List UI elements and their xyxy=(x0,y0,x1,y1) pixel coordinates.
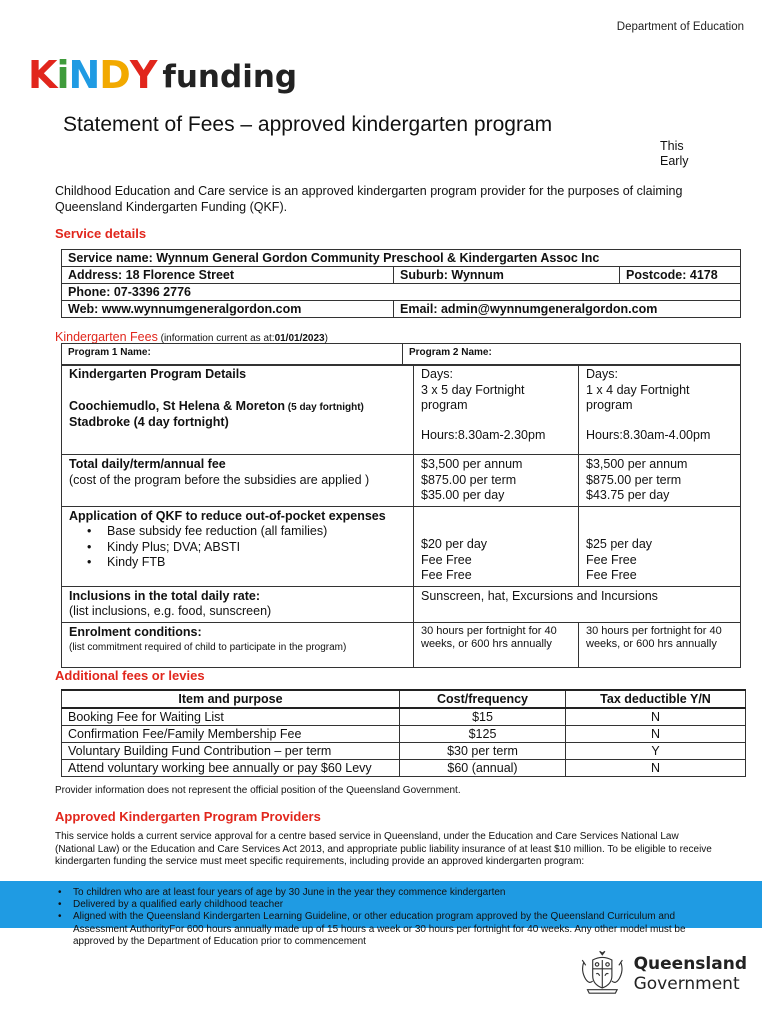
program-1-hours: Hours:8.30am-2.30pm xyxy=(421,427,546,442)
qkf-item: • Kindy FTB xyxy=(91,555,406,571)
fee-cost: $30 per term xyxy=(400,743,566,760)
total-fee-heading: Total daily/term/annual fee xyxy=(69,457,226,471)
qkf-item: • Base subsidy fee reduction (all families) xyxy=(91,524,406,540)
enrolment-sub: (list commitment required of child to participate in the program) xyxy=(69,642,347,653)
logo-letter-y: Y xyxy=(129,53,157,97)
approved-providers-list xyxy=(58,887,708,948)
locations-line-2: Stadbroke (4 day fortnight) xyxy=(69,415,229,429)
table-row xyxy=(62,708,746,726)
service-postcode: Postcode: 4178 xyxy=(620,267,741,284)
service-details-heading: Service details xyxy=(55,226,147,241)
program-1-qkf: $20 per day Fee Free Fee Free xyxy=(414,506,579,586)
logo-government: Government xyxy=(633,974,740,994)
kindergarten-fees-title: Kindergarten Fees xyxy=(55,330,158,344)
service-web: Web: www.wynnumgeneralgordon.com xyxy=(62,301,394,318)
intro-fragment: This Early xyxy=(660,139,689,168)
enrolment-cell xyxy=(62,622,414,667)
department-label: Department of Education xyxy=(616,21,744,33)
total-fee-sub: (cost of the program before the subsidies are applied ) xyxy=(69,472,370,487)
info-current-prefix: (information current as at: xyxy=(157,333,275,344)
kindy-funding-logo xyxy=(28,53,298,97)
table-row xyxy=(62,760,746,777)
service-details-table xyxy=(61,249,741,318)
service-email: Email: admin@wynnumgeneralgordon.com xyxy=(394,301,741,318)
fee-tax: N xyxy=(566,708,746,726)
inclusions-cell xyxy=(62,586,414,622)
logo-word-funding: funding xyxy=(162,59,298,95)
program-2-qkf: $25 per day Fee Free Fee Free xyxy=(579,506,741,586)
inclusions-sub: (list inclusions, e.g. food, sunscreen) xyxy=(69,604,272,618)
total-fee-cell xyxy=(62,455,414,507)
logo-letter-k: K xyxy=(28,53,57,97)
approved-providers-paragraph: This service holds a current service approval for a centre based service in Queensland, under the Education and Care Services National Law (National Law) or the Education and Care Services Act 2013, and appropriate public liability insurance of at least $10 million. To be eligible to receive kindergarten funding the service must meet specific requirements, including provide an approved kindergarten program: xyxy=(55,831,712,867)
service-address: Address: 18 Florence Street xyxy=(62,267,394,284)
program-2-enrolment: 30 hours per fortnight for 40 weeks, or 600 hrs annually xyxy=(579,622,741,667)
service-phone: Phone: 07-3396 2776 xyxy=(62,284,741,301)
program-1-enrolment: 30 hours per fortnight for 40 weeks, or 600 hrs annually xyxy=(414,622,579,667)
fee-tax: N xyxy=(566,760,746,777)
program-1-name-label: Program 1 Name: xyxy=(62,344,403,366)
logo-letter-i: i xyxy=(56,53,69,97)
fee-tax: N xyxy=(566,726,746,743)
fee-cost: $125 xyxy=(400,726,566,743)
intro-paragraph: Childhood Education and Care service is an approved kindergarten program provider for the purposes of claiming Queensland Kindergarten Funding (QKF). xyxy=(55,184,683,214)
additional-fees-heading: Additional fees or levies xyxy=(55,668,205,683)
qkf-list xyxy=(69,524,406,571)
fee-item: Attend voluntary working bee annually or pay $60 Levy xyxy=(62,760,400,777)
locations-1-text: Coochiemudlo, St Helena & Moreton xyxy=(69,398,285,413)
fees-col-tax: Tax deductible Y/N xyxy=(566,690,746,708)
fee-cost: $15 xyxy=(400,708,566,726)
queensland-government-wordmark xyxy=(634,954,747,994)
logo-letter-n: N xyxy=(68,53,100,97)
program-2-total-fee: $3,500 per annum $875.00 per term $43.75 per day xyxy=(579,455,741,507)
additional-fees-table xyxy=(61,689,746,777)
fees-col-cost: Cost/frequency xyxy=(400,690,566,708)
fees-header-row xyxy=(62,690,746,708)
queensland-government-logo xyxy=(577,946,747,1002)
qkf-heading: Application of QKF to reduce out-of-pocket expenses xyxy=(69,508,386,523)
program-2-details-cell xyxy=(579,365,741,455)
qkf-item: • Kindy Plus; DVA; ABSTI xyxy=(91,540,406,556)
program-2-name-label: Program 2 Name: xyxy=(403,344,741,366)
locations-line-1 xyxy=(69,399,406,416)
fee-item: Booking Fee for Waiting List xyxy=(62,708,400,726)
fee-tax: Y xyxy=(566,743,746,760)
program-2-days: Days: 1 x 4 day Fortnight program xyxy=(586,367,690,412)
list-item: • Aligned with the Queensland Kindergarten Learning Guideline, or other education program approved by the Queensland Curriculum and Assessment AuthorityFor 600 hours annually made up of 15 hours a week or 30 hours per fortnight for 40 weeks. Any other model must be approved by the Department of Education prior to commencement xyxy=(58,911,708,948)
kindergarten-fees-heading xyxy=(55,330,328,344)
fee-cost: $60 (annual) xyxy=(400,760,566,777)
fees-col-item: Item and purpose xyxy=(62,690,400,708)
program-names-table xyxy=(61,343,741,366)
program-details-heading: Kindergarten Program Details xyxy=(69,367,247,381)
fee-item: Voluntary Building Fund Contribution – per term xyxy=(62,743,400,760)
info-current-date: 01/01/2023 xyxy=(274,333,325,344)
program-1-total-fee: $3,500 per annum $875.00 per term $35.00 per day xyxy=(414,455,579,507)
table-row xyxy=(62,743,746,760)
logo-letter-d: D xyxy=(99,53,130,97)
inclusions-value: Sunscreen, hat, Excursions and Incursions xyxy=(414,586,741,622)
inclusions-heading: Inclusions in the total daily rate: xyxy=(69,588,261,603)
program-1-days: Days: 3 x 5 day Fortnight program xyxy=(421,367,525,412)
service-name: Service name: Wynnum General Gordon Community Preschool & Kindergarten Assoc Inc xyxy=(62,250,741,267)
qkf-cell xyxy=(62,506,414,586)
program-details-cell xyxy=(62,365,414,455)
logo-queensland: Queensland xyxy=(633,954,747,974)
table-row xyxy=(62,726,746,743)
document-title: Statement of Fees – approved kindergarten program xyxy=(63,113,553,136)
disclaimer: Provider information does not represent the official position of the Queensland Government. xyxy=(55,785,461,796)
program-1-details-cell xyxy=(414,365,579,455)
info-current-suffix: ) xyxy=(324,333,328,344)
kindergarten-fees-table xyxy=(61,364,741,668)
service-suburb: Suburb: Wynnum xyxy=(394,267,620,284)
queensland-crest-icon xyxy=(577,946,628,1002)
list-item: • To children who are at least four years of age by 30 June in the year they commence kindergarten xyxy=(58,887,708,899)
list-item: • Delivered by a qualified early childhood teacher xyxy=(58,899,708,911)
program-2-hours: Hours:8.30am-4.00pm xyxy=(586,427,711,442)
locations-1-small: (5 day fortnight) xyxy=(285,401,364,413)
enrolment-heading: Enrolment conditions: xyxy=(69,624,202,639)
fee-item: Confirmation Fee/Family Membership Fee xyxy=(62,726,400,743)
approved-providers-heading: Approved Kindergarten Program Providers xyxy=(55,809,321,824)
